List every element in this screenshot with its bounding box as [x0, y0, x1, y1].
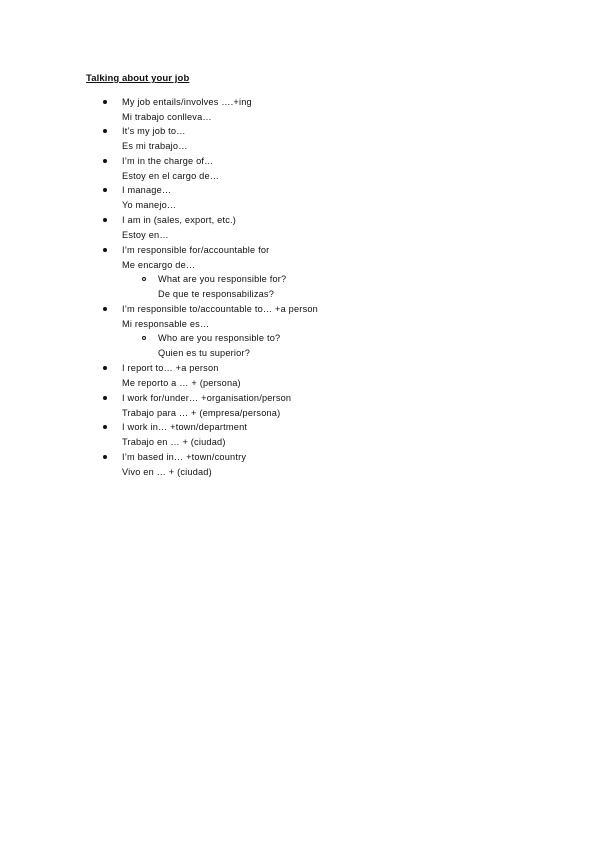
item-spanish: Mi responsable es… — [122, 319, 210, 329]
bullet-icon — [103, 396, 107, 400]
item-english: I’m responsible for/accountable for — [122, 245, 270, 255]
item-spanish: Trabajo para … + (empresa/persona) — [122, 408, 281, 418]
bullet-icon — [103, 129, 107, 133]
item-spanish: Vivo en … + (ciudad) — [122, 467, 212, 477]
bullet-icon — [103, 366, 107, 370]
item-english: I’m in the charge of… — [122, 156, 214, 166]
item-english: I manage… — [122, 185, 172, 195]
subitem-english: What are you responsible for? — [158, 274, 287, 284]
item-english: It’s my job to… — [122, 126, 186, 136]
item-spanish: Es mi trabajo… — [122, 141, 188, 151]
item-english: I’m responsible to/accountable to… +a person — [122, 304, 318, 314]
bullet-icon — [103, 248, 107, 252]
subitem-spanish: Quien es tu superior? — [158, 348, 251, 358]
item-english: I work in… +town/department — [122, 422, 248, 432]
bullet-icon — [103, 100, 107, 104]
bullet-icon — [103, 218, 107, 222]
item-spanish: Me encargo de… — [122, 260, 196, 270]
item-english: I am in (sales, export, etc.) — [122, 215, 237, 225]
item-spanish: Me reporto a … + (persona) — [122, 378, 241, 388]
item-english: I work for/under… +organisation/person — [122, 393, 292, 403]
item-spanish: Yo manejo… — [122, 200, 177, 210]
bullet-icon — [103, 425, 107, 429]
subitem-spanish: De que te responsabilizas? — [158, 289, 275, 299]
bullet-icon — [103, 455, 107, 459]
subitem-english: Who are you responsible to? — [158, 333, 281, 343]
item-spanish: Trabajo en … + (ciudad) — [122, 437, 226, 447]
circle-bullet-icon — [142, 336, 146, 340]
bullet-icon — [103, 159, 107, 163]
item-spanish: Estoy en… — [122, 230, 169, 240]
item-spanish: Mi trabajo conlleva… — [122, 112, 212, 122]
bullet-icon — [103, 307, 107, 311]
item-english: I’m based in… +town/country — [122, 452, 247, 462]
circle-bullet-icon — [142, 277, 146, 281]
item-english: I report to… +a person — [122, 363, 219, 373]
bullet-icon — [103, 188, 107, 192]
item-english: My job entails/involves ….+ing — [122, 97, 252, 107]
item-spanish: Estoy en el cargo de… — [122, 171, 220, 181]
document-title: Talking about your job — [86, 73, 190, 84]
